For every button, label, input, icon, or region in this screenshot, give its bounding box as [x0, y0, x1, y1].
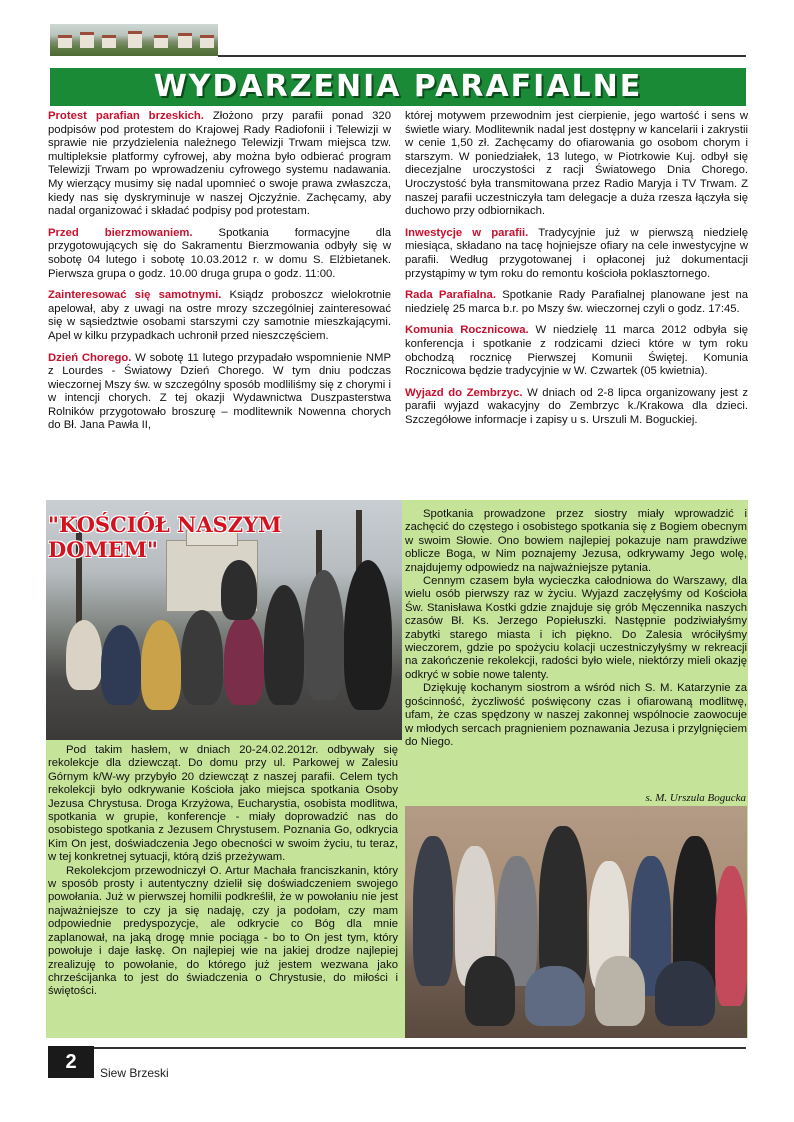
- news-item-heading: Komunia Rocznicowa.: [405, 324, 529, 337]
- news-item: [48, 227, 391, 281]
- news-item-text: Spotkanie Rady Parafialnej planowane jest na niedzielę 25 marca b.r. po Mszy św. wieczornej czyli o godz. 17:45.: [405, 289, 749, 315]
- feature-paragraph: Pod takim hasłem, w dniach 20-24.02.2012r. odbywały się rekolekcje dla dziewcząt. Do domu przy ul. Parkowej w Zalesiu Górnym k/W-wy przybyło 20 dziewcząt z naszej parafii. Celem tych rekolekcji było odkrywanie Kościoła jako miejsca spotkania Osoby Jezusa Chrystusa. Droga Krzyżowa, Eucharystia, osobista modlitwa, spotkania w grupie, konferencje - miały doprowadzić nas do osobistego spotkania z Jezusem Chrystusem. Poznania Go, odkrycia Kim On jest, doświadczenia Jego obecności w swoim życiu, tu teraz, w tej konkretnej sytuacji, którą dziś przeżywam.: [48, 744, 398, 864]
- header-town-photo: [50, 24, 218, 56]
- footer-rule: [94, 1047, 746, 1049]
- feature-paragraph: Spotkania prowadzone przez siostry miały wprowadzić i zachęcić do częstego i osobistego spotkania się z Bogiem obecnym w swoim Słowie. Ono bowiem najlepiej pokazuje nam prawdziwe oblicze Boga, w Nim poznajemy Jezusa, odkrywamy Jego wolę, znajdujemy odpowiedz na najważniejsze pytania.: [405, 508, 747, 574]
- news-item: [405, 289, 748, 316]
- feature-paragraph: Cennym czasem była wycieczka całodniowa do Warszawy, dla wielu osób pierwszy raz w życiu. Wyjazd zaczęłyśmy od Kościoła Św. Stanisława Kostki gdzie znajduje się grób Męczennika naszych czasów Bł. Ks. Jerzego Popiełuszki. Następnie podziwiałyśmy zabytki starego miasta i ich piękno. Do Zalesia wróciłyśmy wieczorem, gdzie po spożyciu kolacji uczestniczyłyśmy w rekreacji na zakończenie rekolekcji, radości było wiele, niektórzy mieli okazję odkryć w sobie nowe talenty.: [405, 575, 747, 681]
- news-item-text: W sobotę 11 lutego przypadało wspomnienie NMP z Lourdes - Światowy Dzień Chorego. W tym dniu podczas wieczornej Mszy św. w szczególny sposób modliliśmy się z chorymi i w intencji chorych. Z tej okazji Wydawnictwa Duszpasterstwa Rolników przygotowało broszurę – modlitewnik Nowenna chorych do Bł. Jana Pawła II,: [48, 351, 391, 432]
- news-item: [405, 227, 748, 281]
- news-item-text: Ksiądz proboszcz wielokrotnie apelował, aby z uwagi na ostre mrozy szczególniej zainteresować się w sąsiedztwie osobami starszymi czy samotnie mieszkającymi. Apel w kilku przypadkach uchronił przed nieszczęściem.: [48, 289, 391, 342]
- news-item-heading: Przed bierzmowaniem.: [48, 226, 193, 239]
- feature-text-left: [48, 744, 398, 999]
- news-column-right: [405, 110, 748, 435]
- feature-paragraph: Dziękuję kochanym siostrom a wśród nich S. M. Katarzynie za gościnność, życzliwość poświęcony czas i ofiarowaną modlitwę, ufam, że czas spędzony w naszej zakonnej wspólnocie zaowocuje w młodych sercach pragnieniem poznawania Jezusa i przylgnięciem do Niego.: [405, 682, 747, 748]
- news-item: [48, 110, 391, 219]
- news-item-text: Spotkania formacyjne dla przygotowujących się do Sakramentu Bierzmowania odbyły się w sobotę 04 lutego i sobotę 10.03.2012 r. w domu S. Elżbietanek. Pierwsza grupa o godz. 10.00 druga grupa o godz. 11:00.: [48, 226, 391, 280]
- news-item: [48, 352, 391, 434]
- news-item: [405, 387, 748, 428]
- news-item-heading: Inwestycje w parafii.: [405, 226, 529, 239]
- feature-signature: s. M. Urszula Bogucka: [645, 792, 746, 804]
- news-item-text: W niedzielę 11 marca 2012 odbyła się konferencja i spotkanie z rodzicami dzieci które w tym roku obchodzą rocznicę Pierwszej Komunii Świętej. Komunia Rocznicowa będzie tradycyjnie w W. Czwartek (05 kwietnia).: [405, 324, 748, 378]
- page-number: 2: [48, 1046, 94, 1078]
- news-item-heading: Dzień Chorego.: [48, 351, 132, 364]
- news-item-text: Tradycyjnie już w pierwszą niedzielę miesiąca, składano na tacę hojniejsze ofiary na cele inwestycyjne w parafii. Według przygotowanej i opłaconej już dokumentacji przystąpimy w tym roku do remontu kościoła poklasztornego.: [405, 226, 748, 280]
- news-column-left: [48, 110, 391, 441]
- news-item: [405, 324, 748, 378]
- news-item-continuation: [405, 110, 748, 219]
- news-item-heading: Zainteresować się samotnymi.: [48, 289, 222, 302]
- feature-paragraph: Rekolekcjom przewodniczył O. Artur Machała franciszkanin, który w sposób prosty i autentyczny dzielił się doświadczeniem swojego powołania. Już w pierwszej homilii podkreślił, że w powołaniu nie jest najważniejsze to czy ja się nadaję, czy ja podołam, czy mam odpowiednie predyspozycje, ale odkrycie co Bóg dla mnie zaplanował, na jaką drogę mnie pociąga - bo to On jest tym, który powołuje i daje łaskę. On najlepiej wie na jakiej drodze najlepiej zrealizuję to powołanie, do którego już jestem wezwana jako chrześcijanka to jest do świadczenia o Chrystusie, do miłości i świętości.: [48, 864, 398, 998]
- publication-name: Siew Brzeski: [100, 1066, 169, 1080]
- section-title: WYDARZENIA PARAFIALNE: [153, 69, 643, 104]
- news-item-heading: Protest parafian brzeskich.: [48, 110, 204, 122]
- news-item: [48, 289, 391, 343]
- news-item-text: W dniach od 2-8 lipca organizowany jest z parafii wyjazd wakacyjny do Zembrzyc k./Krakowa dla dzieci. Szczegółowe informacje i zapisy u s. Urszuli M. Boguckiej.: [405, 386, 749, 426]
- news-item-text: Złożono przy parafii ponad 320 podpisów pod protestem do Krajowej Rady Radiofonii i Telewizji w sprawie nie przydzielenia należnego Telewizji Trwam miejsca tzw. multipleksie platformy cyfrowej, aby można było odbierać program Telewizji Trwam po wprowadzeniu cyfrowego systemu nadawania. My wierzący musimy się nadal upomnieć o swoje prawa zwłaszcza, kiedy nas się dyskryminuje w naszej Ojczyźnie. Zachęcamy, aby nadal organizować i składać podpisy pod protestam.: [48, 110, 391, 218]
- group-photo-indoor: [405, 806, 747, 1038]
- feature-text-right: [405, 508, 747, 749]
- header-rule: [218, 55, 746, 57]
- news-item-heading: Rada Parafialna.: [405, 289, 496, 302]
- feature-title: "KOŚCIÓŁ NASZYM DOMEM": [48, 512, 282, 562]
- news-item-text: której motywem przewodnim jest cierpienie, jego wartość i sens w świetle wiary. Modlitewnik nadal jest dostępny w kancelarii i zakrystii w cenie 1,50 zł. Zachęcamy do ofiarowania go osobom chorym i starszym. W poniedziałek, 13 lutego, w Piotrkowie Kuj. odbył się diecezjalne uroczystości z racji Światowego Dnia Chorego. Uroczystość była transmitowana przez Radio Maryja i TV Trwam. Z naszej parafii uczestniczyła tam delegacje a duża rzesza łączyła się duchowo przy odbiornikach.: [405, 110, 748, 218]
- news-item-heading: Wyjazd do Zembrzyc.: [405, 386, 523, 399]
